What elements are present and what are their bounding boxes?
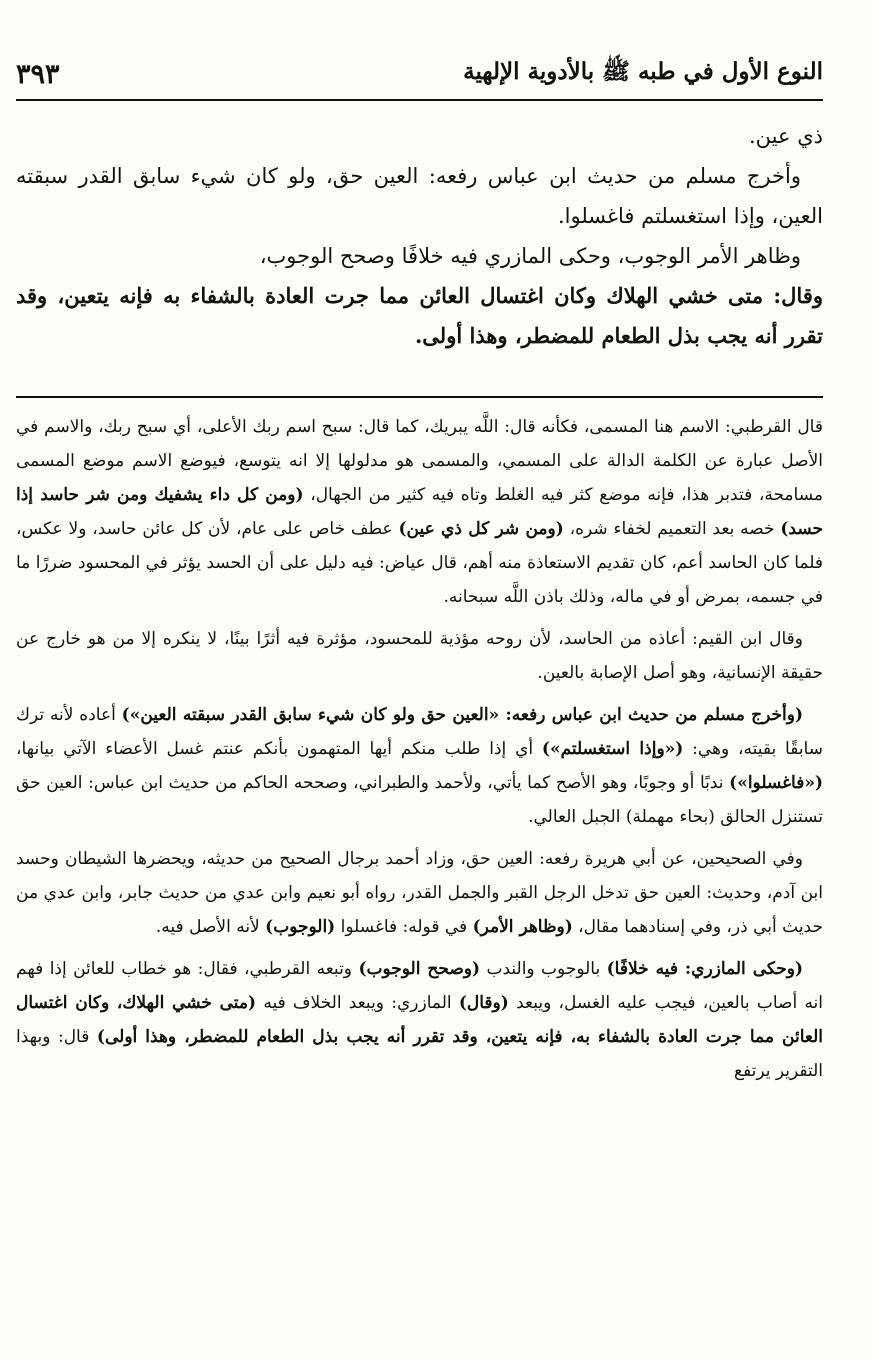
quoted-text: («فاغسلوا») xyxy=(729,773,823,793)
commentary-text: وتبعه القرطبي، فقال: هو خطاب للعائن إذا فهم انه أصاب بالعين، فيجب عليه الغسل، ويبعد xyxy=(16,959,824,1013)
quoted-text: («وإذا استغسلتم») xyxy=(541,739,684,759)
quoted-text: (وأخرج مسلم من حديث ابن عباس رفعه: «العين حق ولو كان شيء سابق القدر سبقته العين») xyxy=(121,705,803,725)
commentary-text: بالوجوب والندب xyxy=(486,959,601,979)
main-paragraph-3: وظاهر الأمر الوجوب، وحكى المازري فيه خلافًا وصحح الوجوب، xyxy=(259,244,801,268)
commentary-text: أي إذا طلب منكم أيها المتهمون بأنكم عنتم غسل الأعضاء الآتي بيانها، xyxy=(16,739,534,759)
main-paragraph-4: وقال: متى خشي الهلاك وكان اغتسال العائن مما جرت العادة بالشفاء به فإنه يتعين، وقد تقرر أنه يجب بذل الطعام للمضطر، وهذا أولى. xyxy=(16,283,823,348)
commentary-text: عطف خاص على عام، لأن كل عائن حاسد، ولا عكس، فلما كان الحاسد أعم، كان تقديم الاستعاذة منه أهم، قال عياض: فيه دليل على أن الحسد يؤثر في المحسود ضررًا ما في جسمه، بمرض أو في ماله، وذلك باذن اللَّه سبحانه. xyxy=(16,519,823,607)
main-paragraph-1: ذي عين. xyxy=(749,124,823,148)
quoted-text: (وصحح الوجوب) xyxy=(358,959,481,979)
quoted-text: (متى خشي الهلاك، وكان اغتسال العائن مما جرت العادة بالشفاء به، فإنه يتعين، وقد تقرر أنه يجب بذل الطعام للمضطر، وهذا أولى) xyxy=(16,993,824,1047)
commentary-paragraph-5 xyxy=(16,952,823,1088)
commentary-text: أعاده لأنه ترك سابقًا بقيته، وهي: xyxy=(16,705,823,759)
commentary-paragraph-1 xyxy=(16,410,823,614)
commentary-text: وفي الصحيحين، عن أبي هريرة رفعه: العين حق، وزاد أحمد برجال الصحيح من حديثه، ويحضرها الشيطان وحسد ابن آدم، وحديث: العين حق تدخل الرجل القبر والجمل القدر، رواه أبو نعيم وابن عدي من حديث جابر، وابن عدي من حديث أبي ذر، وفي إسنادهما مقال، xyxy=(16,849,823,937)
quoted-text: (الوجوب) xyxy=(265,917,336,937)
quoted-text: (وحكى المازري: فيه خلافًا) xyxy=(606,959,804,979)
main-text xyxy=(16,116,823,356)
commentary xyxy=(16,410,823,1096)
commentary-text: وقال ابن القيم: أعاذه من الحاسد، لأن روحه مؤذية للمحسود، مؤثرة فيه أثرًا بينًا، لا ينكره إلا من هو خارج عن حقيقة الإنسانية، وهو أصل الإصابة بالعين. xyxy=(16,629,823,683)
quoted-text: (وقال) xyxy=(458,993,509,1013)
quoted-text: (ومن شر كل ذي عين) xyxy=(398,519,564,539)
commentary-text: ندبًا أو وجوبًا، وهو الأصح كما يأتي، ولأحمد والطبراني، وصححه الحاكم من حديث ابن عباس: العين حق تستنزل الحالق (بحاء مهملة) الجبل العالي. xyxy=(16,773,823,827)
commentary-text: قال: وبهذا التقرير يرتفع xyxy=(16,1027,823,1081)
quoted-text: (ومن كل داء يشفيك ومن شر حاسد إذا حسد) xyxy=(16,485,824,539)
header-rule xyxy=(16,99,823,101)
commentary-text: في قوله: فاغسلوا xyxy=(340,917,468,937)
page-number: ٣٩٣ xyxy=(16,58,60,90)
section-rule xyxy=(16,396,823,398)
running-title: النوع الأول في طبه ﷺ بالأدوية الإلهية xyxy=(463,58,823,85)
commentary-paragraph-2 xyxy=(16,622,823,690)
commentary-text: قال القرطبي: الاسم هنا المسمى، فكأنه قال: اللَّه يبريك، كما قال: سبح اسم ربك الأعلى، أي سبح ربك، والاسم في الأصل عبارة عن الكلمة الدالة على المسمي، والمسمى هو مدلولها إلا انه يتوسع، فيوضع الاسم موضع المسمى مسامحة، فتدبر هذا، فإنه موضع كثر فيه الغلط وتاه فيه كثير من الجهال، xyxy=(16,417,823,505)
commentary-text: خصه بعد التعميم لخفاء شره، xyxy=(569,519,775,539)
page-header xyxy=(16,52,823,96)
main-paragraph-2: وأخرج مسلم من حديث ابن عباس رفعه: العين حق، ولو كان شيء سابق القدر سبقته العين، وإذا استغسلتم فاغسلوا. xyxy=(16,164,823,228)
commentary-text: لأنه الأصل فيه. xyxy=(155,917,260,937)
commentary-paragraph-4 xyxy=(16,842,823,944)
commentary-text: المازري: ويبعد الخلاف فيه xyxy=(263,993,452,1013)
commentary-paragraph-3 xyxy=(16,698,823,834)
quoted-text: (وظاهر الأمر) xyxy=(472,917,573,937)
